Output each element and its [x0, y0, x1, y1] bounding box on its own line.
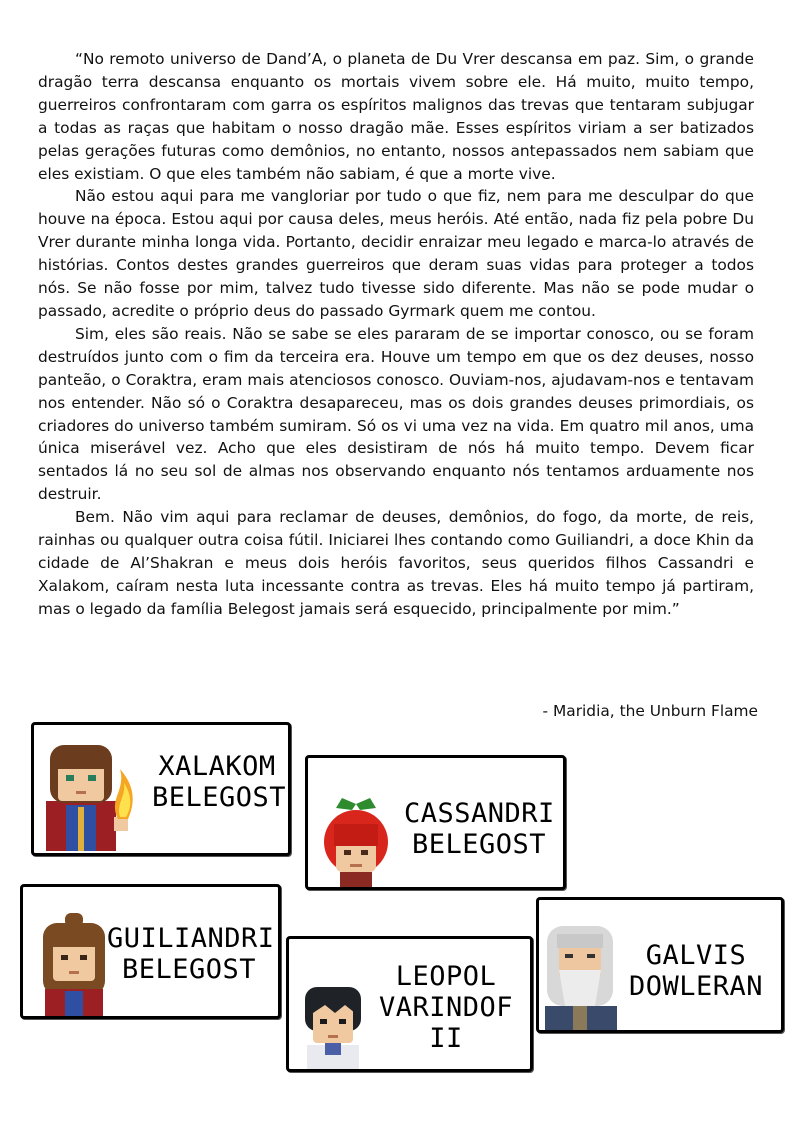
character-card-guiliandri	[20, 884, 281, 1019]
character-card-leopol	[286, 936, 533, 1072]
character-name	[404, 798, 554, 860]
quote-paragraph: Bem. Não vim aqui para reclamar de deuses, demônios, do fogo, da morte, de reis, rainhas ou qualquer outra coisa fútil. Iniciarei lhes contando como Guiliandri, a doce Khin da cidade de Al’Shakran e meus dois heróis favoritos, seus queridos filhos Cassandri e Xalakom, caíram nesta luta incessante contra as trevas. Eles há muito tempo já partiram, mas o legado da família Belegost jamais será esquecido, principalmente por mim.”	[38, 508, 754, 618]
character-card-galvis	[536, 897, 784, 1033]
name-line: XALAKOM	[158, 751, 276, 782]
guiliandri-portrait	[35, 911, 115, 1017]
cassandri-portrait	[320, 798, 392, 888]
name-line: VARINDOF	[378, 992, 514, 1023]
name-line: BELEGOST	[121, 954, 257, 985]
quote-paragraph: Sim, eles são reais. Não se sabe se eles pararam de se importar conosco, ou se foram destruídos junto com o fim da terceira era. Houve um tempo em que os dez deuses, nosso panteão, o Coraktra, eram mais atenciosos conosco. Ouviam-nos, ajudavam-nos e tentavam nos entender. Não só o Coraktra desapareceu, mas os dois grandes deuses primordiais, os criadores do universo também sumiram. Só os vi uma vez na vida. Em quatro mil anos, uma única miserável vez. Acho que eles desistiram de nós há muito tempo. Devem ficar sentados lá no seu sol de almas nos observando enquanto nós tentamos arduamente nos destruir.	[38, 324, 754, 504]
character-card-xalakom	[31, 722, 291, 856]
character-name	[152, 751, 287, 813]
name-line: LEOPOL	[395, 961, 497, 992]
character-name	[107, 923, 275, 985]
xalakom-portrait	[38, 739, 134, 851]
leopol-portrait	[295, 983, 371, 1069]
galvis-portrait	[541, 922, 621, 1030]
name-line: BELEGOST	[152, 782, 287, 813]
name-line: GALVIS	[645, 940, 747, 971]
character-card-cassandri	[305, 755, 566, 890]
name-line: DOWLERAN	[628, 971, 764, 1002]
character-name	[621, 940, 771, 1002]
name-line: BELEGOST	[411, 829, 547, 860]
quote-paragraph: “No remoto universo de Dand’A, o planeta de Du Vrer descansa em paz. Sim, o grande dragão terra descansa enquanto os mortais vivem sobre ele. Há muito, muito tempo, guerreiros confrontaram com garra os espíritos malignos das trevas que tentaram subjugar a todas as raças que habitam o nosso dragão mãe. Esses espíritos viriam a ser batizados pelas gerações futuras como demônios, no entanto, nossos antepassados nem sabiam que eles existiam. O que eles também não sabiam, é que a morte vive.	[38, 50, 754, 183]
character-name	[375, 961, 517, 1054]
name-line: CASSANDRI	[404, 798, 555, 829]
quote-text	[38, 48, 754, 621]
quote-paragraph: Não estou aqui para me vangloriar por tudo o que fiz, nem para me desculpar do que houve na época. Estou aqui por causa deles, meus heróis. Até então, nada fiz pela pobre Du Vrer durante minha longa vida. Portanto, decidir enraizar meu legado e marca-lo através de histórias. Contos destes grandes guerreiros que deram suas vidas para proteger a todos nós. Se não fosse por mim, talvez tudo tivesse sido diferente. Mas não se pode mudar o passado, acredite o próprio deus do passado Gyrmark quem me contou.	[38, 187, 754, 320]
quote-signature: - Maridia, the Unburn Flame	[542, 702, 758, 720]
name-line: II	[429, 1023, 463, 1054]
name-line: GUILIANDRI	[107, 923, 275, 954]
